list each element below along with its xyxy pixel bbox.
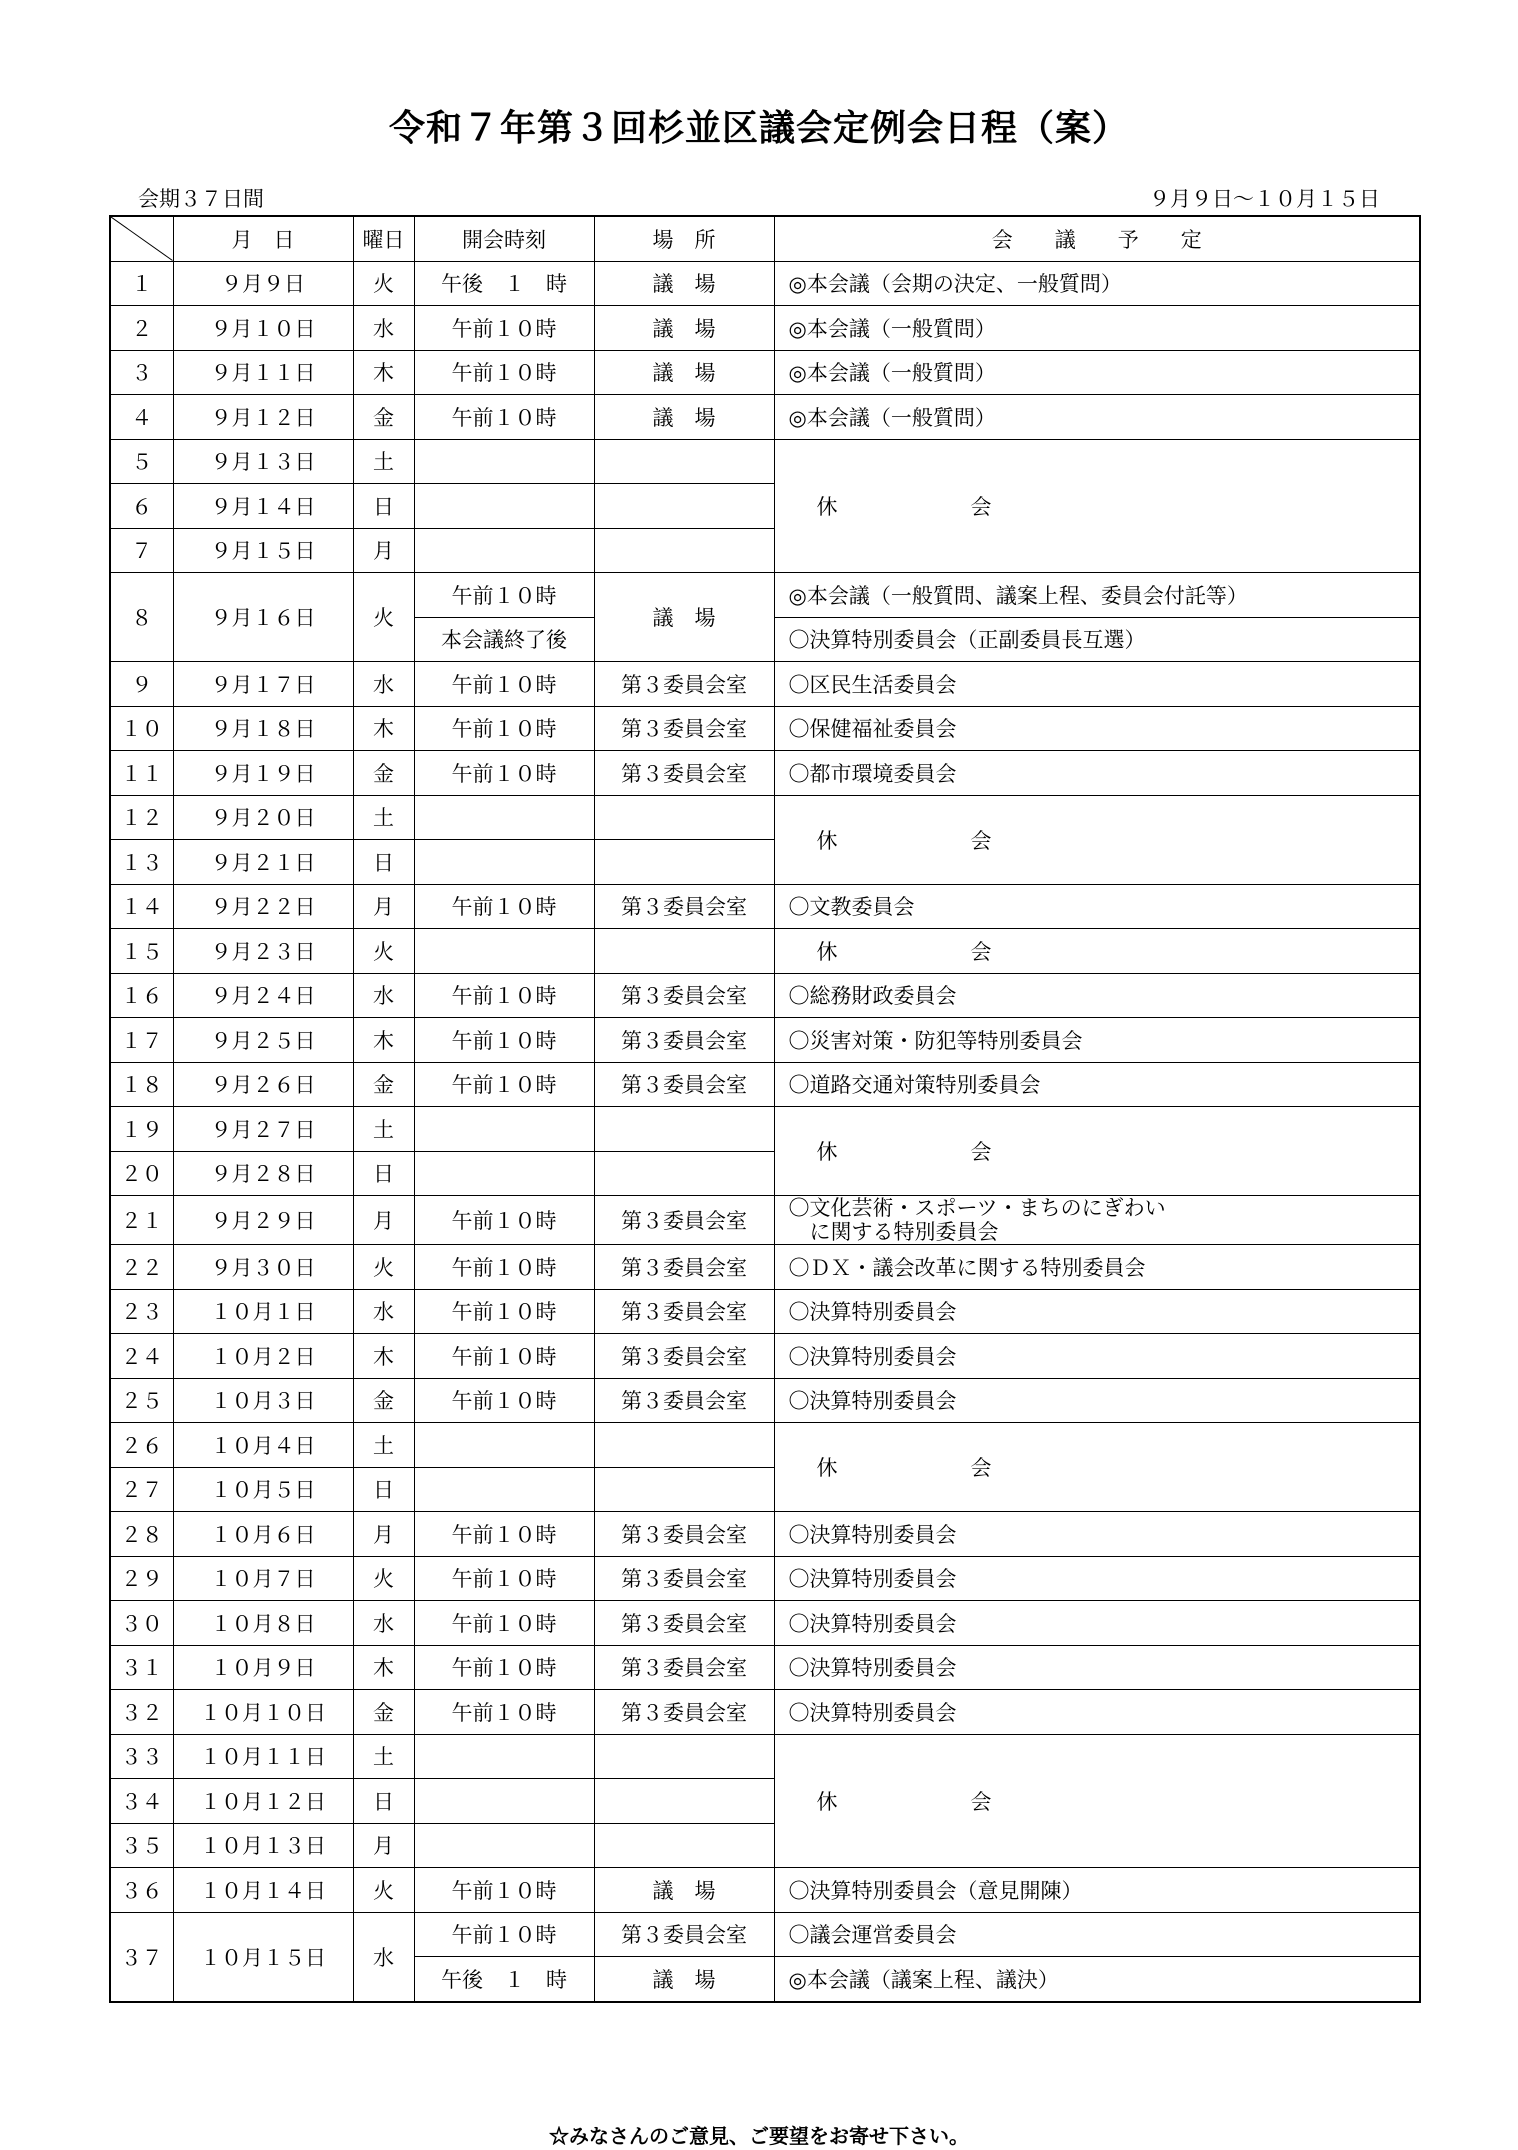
row-place: 第３委員会室 xyxy=(594,1556,774,1601)
row-place: 第３委員会室 xyxy=(594,1512,774,1557)
row-number: １７ xyxy=(110,1018,173,1063)
row-number: ３１ xyxy=(110,1645,173,1690)
rest-char: 休 xyxy=(816,1140,838,1164)
row-number: ２ xyxy=(110,306,173,351)
row-date: １０月５日 xyxy=(173,1467,353,1512)
row-weekday: 木 xyxy=(353,1018,414,1063)
table-row xyxy=(110,573,1420,618)
row-place: 第３委員会室 xyxy=(594,1289,774,1334)
table-row xyxy=(110,1289,1420,1334)
row-number: １２ xyxy=(110,795,173,840)
row-weekday: 水 xyxy=(353,662,414,707)
rest-label xyxy=(817,1136,992,1166)
row-place: 第３委員会室 xyxy=(594,973,774,1018)
row-date: ９月３０日 xyxy=(173,1245,353,1290)
row-weekday: 日 xyxy=(353,484,414,529)
row-date: ９月２７日 xyxy=(173,1107,353,1152)
row-time: 午前１０時 xyxy=(414,306,594,351)
row-plan: 〇災害対策・防犯等特別委員会 xyxy=(774,1018,1420,1063)
row-time: 午前１０時 xyxy=(414,1601,594,1646)
row-number: １３ xyxy=(110,840,173,885)
row-time-empty xyxy=(414,1734,594,1779)
table-header-row xyxy=(110,216,1420,261)
row-place: 第３委員会室 xyxy=(594,1912,774,1957)
table-row xyxy=(110,439,1420,484)
row-plan: 〇決算特別委員会 xyxy=(774,1512,1420,1557)
row-weekday: 金 xyxy=(353,751,414,796)
row-time: 午後 １ 時 xyxy=(414,261,594,306)
row-weekday: 火 xyxy=(353,1556,414,1601)
row-place: 議 場 xyxy=(594,573,774,662)
row-plan-line: 〇文化芸術・スポーツ・まちのにぎわい xyxy=(788,1196,1166,1220)
row-date: ９月１２日 xyxy=(173,395,353,440)
table-row xyxy=(110,1912,1420,1957)
row-place: 第３委員会室 xyxy=(594,1018,774,1063)
row-time-empty xyxy=(414,484,594,529)
row-number: ３ xyxy=(110,350,173,395)
row-plan: ◎本会議（一般質問、議案上程、委員会付託等） xyxy=(774,573,1420,618)
header-place: 場 所 xyxy=(594,216,774,261)
rest-cell xyxy=(774,795,1420,884)
rest-label xyxy=(817,1786,992,1816)
row-number: ２０ xyxy=(110,1151,173,1196)
schedule-table xyxy=(109,215,1421,2003)
row-place: 第３委員会室 xyxy=(594,751,774,796)
row-weekday: 金 xyxy=(353,1378,414,1423)
row-place: 議 場 xyxy=(594,306,774,351)
row-place-empty xyxy=(594,840,774,885)
row-place-empty xyxy=(594,1823,774,1868)
row-place: 第３委員会室 xyxy=(594,1196,774,1245)
row-weekday: 水 xyxy=(353,1289,414,1334)
table-row xyxy=(110,1601,1420,1646)
row-place: 第３委員会室 xyxy=(594,1245,774,1290)
row-plan: ◎本会議（一般質問） xyxy=(774,395,1420,440)
row-place: 第３委員会室 xyxy=(594,706,774,751)
row-plan: ◎本会議（一般質問） xyxy=(774,350,1420,395)
rest-cell xyxy=(774,439,1420,573)
row-date: ９月１８日 xyxy=(173,706,353,751)
row-weekday: 火 xyxy=(353,929,414,974)
row-number: ２７ xyxy=(110,1467,173,1512)
row-number: １ xyxy=(110,261,173,306)
row-plan: 〇決算特別委員会（正副委員長互選） xyxy=(774,617,1420,662)
row-plan: 〇決算特別委員会 xyxy=(774,1690,1420,1735)
row-plan: 〇決算特別委員会 xyxy=(774,1556,1420,1601)
rest-char: 休 xyxy=(816,494,838,519)
row-plan: 〇ＤＸ・議会改革に関する特別委員会 xyxy=(774,1245,1420,1290)
row-time: 午前１０時 xyxy=(414,706,594,751)
row-number: ２３ xyxy=(110,1289,173,1334)
row-time-empty xyxy=(414,1423,594,1468)
row-place: 議 場 xyxy=(594,350,774,395)
row-time: 午前１０時 xyxy=(414,1868,594,1913)
row-weekday: 火 xyxy=(353,573,414,662)
row-date: １０月１０日 xyxy=(173,1690,353,1735)
row-weekday: 水 xyxy=(353,306,414,351)
row-weekday: 日 xyxy=(353,1467,414,1512)
row-time: 午前１０時 xyxy=(414,1645,594,1690)
schedule-body xyxy=(110,261,1420,2002)
row-time: 午前１０時 xyxy=(414,751,594,796)
row-date: １０月８日 xyxy=(173,1601,353,1646)
row-date: ９月２８日 xyxy=(173,1151,353,1196)
row-weekday: 土 xyxy=(353,1107,414,1152)
table-row xyxy=(110,929,1420,974)
row-date: ９月９日 xyxy=(173,261,353,306)
row-weekday: 木 xyxy=(353,706,414,751)
session-length: 会期３７日間 xyxy=(138,187,264,211)
row-date: １０月１１日 xyxy=(173,1734,353,1779)
rest-label xyxy=(817,825,992,855)
row-weekday: 月 xyxy=(353,1823,414,1868)
row-date: ９月２４日 xyxy=(173,973,353,1018)
row-date: １０月１日 xyxy=(173,1289,353,1334)
row-plan: 〇文教委員会 xyxy=(774,884,1420,929)
row-number: １０ xyxy=(110,706,173,751)
row-date: ９月１９日 xyxy=(173,751,353,796)
row-plan: ◎本会議（一般質問） xyxy=(774,306,1420,351)
row-time: 午前１０時 xyxy=(414,350,594,395)
row-date: ９月１０日 xyxy=(173,306,353,351)
row-time: 本会議終了後 xyxy=(414,617,594,662)
table-row xyxy=(110,350,1420,395)
row-date: １０月４日 xyxy=(173,1423,353,1468)
row-plan: 〇決算特別委員会 xyxy=(774,1645,1420,1690)
rest-label xyxy=(817,936,992,966)
row-number: ３０ xyxy=(110,1601,173,1646)
row-number: ２９ xyxy=(110,1556,173,1601)
row-date: ９月２９日 xyxy=(173,1196,353,1245)
row-plan xyxy=(774,1196,1420,1245)
row-plan: 〇区民生活委員会 xyxy=(774,662,1420,707)
row-date: ９月１１日 xyxy=(173,350,353,395)
row-plan: 〇決算特別委員会 xyxy=(774,1378,1420,1423)
row-number: ２８ xyxy=(110,1512,173,1557)
table-row xyxy=(110,1334,1420,1379)
row-time-empty xyxy=(414,1151,594,1196)
row-date: １０月２日 xyxy=(173,1334,353,1379)
row-place: 第３委員会室 xyxy=(594,1378,774,1423)
table-row xyxy=(110,795,1420,840)
row-place-empty xyxy=(594,929,774,974)
row-weekday: 火 xyxy=(353,261,414,306)
row-weekday: 月 xyxy=(353,884,414,929)
row-number: ７ xyxy=(110,528,173,573)
row-weekday: 月 xyxy=(353,528,414,573)
header-time: 開会時刻 xyxy=(414,216,594,261)
row-date: １０月６日 xyxy=(173,1512,353,1557)
row-weekday: 月 xyxy=(353,1196,414,1245)
row-time: 午前１０時 xyxy=(414,395,594,440)
rest-label xyxy=(817,1452,992,1482)
row-time-empty xyxy=(414,1779,594,1824)
table-row xyxy=(110,751,1420,796)
row-place: 議 場 xyxy=(594,1957,774,2002)
row-number: １６ xyxy=(110,973,173,1018)
row-weekday: 月 xyxy=(353,1512,414,1557)
row-date: ９月２６日 xyxy=(173,1062,353,1107)
row-date: ９月１７日 xyxy=(173,662,353,707)
row-plan: 〇決算特別委員会（意見開陳） xyxy=(774,1868,1420,1913)
row-number: １９ xyxy=(110,1107,173,1152)
row-time-empty xyxy=(414,1823,594,1868)
row-number: ５ xyxy=(110,439,173,484)
row-time: 午前１０時 xyxy=(414,1062,594,1107)
row-time: 午前１０時 xyxy=(414,1196,594,1245)
row-place-empty xyxy=(594,484,774,529)
rest-char: 会 xyxy=(970,1140,992,1164)
row-time: 午前１０時 xyxy=(414,662,594,707)
row-weekday: 日 xyxy=(353,840,414,885)
row-time-empty xyxy=(414,795,594,840)
row-number: ６ xyxy=(110,484,173,529)
row-time: 午前１０時 xyxy=(414,1378,594,1423)
row-weekday: 木 xyxy=(353,1334,414,1379)
row-place-empty xyxy=(594,1423,774,1468)
row-time: 午前１０時 xyxy=(414,884,594,929)
table-row xyxy=(110,261,1420,306)
row-time-empty xyxy=(414,1467,594,1512)
row-number: １４ xyxy=(110,884,173,929)
row-weekday: 土 xyxy=(353,1423,414,1468)
row-number: ３６ xyxy=(110,1868,173,1913)
row-place-empty xyxy=(594,439,774,484)
row-time-empty xyxy=(414,929,594,974)
row-time: 午前１０時 xyxy=(414,1334,594,1379)
row-time: 午前１０時 xyxy=(414,973,594,1018)
row-time: 午前１０時 xyxy=(414,573,594,618)
row-plan: 〇総務財政委員会 xyxy=(774,973,1420,1018)
row-weekday: 火 xyxy=(353,1868,414,1913)
row-place-empty xyxy=(594,528,774,573)
row-number: ３２ xyxy=(110,1690,173,1735)
header-date: 月 日 xyxy=(173,216,353,261)
row-number: ３４ xyxy=(110,1779,173,1824)
row-date: ９月１３日 xyxy=(173,439,353,484)
row-plan: ◎本会議（議案上程、議決） xyxy=(774,1957,1420,2002)
row-plan: 〇都市環境委員会 xyxy=(774,751,1420,796)
row-date: １０月３日 xyxy=(173,1378,353,1423)
rest-char: 会 xyxy=(970,1456,992,1480)
row-place: 議 場 xyxy=(594,395,774,440)
row-weekday: 水 xyxy=(353,1912,414,2002)
rest-char: 会 xyxy=(970,939,992,964)
row-place: 議 場 xyxy=(594,1868,774,1913)
row-date: １０月１４日 xyxy=(173,1868,353,1913)
table-row xyxy=(110,884,1420,929)
table-row xyxy=(110,706,1420,751)
rest-cell xyxy=(774,1734,1420,1868)
row-weekday: 水 xyxy=(353,973,414,1018)
rest-char: 会 xyxy=(970,828,992,853)
row-date: １０月１２日 xyxy=(173,1779,353,1824)
table-row xyxy=(110,1107,1420,1152)
rest-char: 休 xyxy=(816,828,838,853)
row-time-empty xyxy=(414,1107,594,1152)
row-date: ９月１５日 xyxy=(173,528,353,573)
header-diagonal-cell xyxy=(110,216,173,261)
row-weekday: 水 xyxy=(353,1601,414,1646)
row-time: 午前１０時 xyxy=(414,1556,594,1601)
rest-char: 休 xyxy=(816,1789,838,1814)
row-date: ９月１４日 xyxy=(173,484,353,529)
row-number: １５ xyxy=(110,929,173,974)
row-time: 午前１０時 xyxy=(414,1245,594,1290)
row-number: ４ xyxy=(110,395,173,440)
rest-char: 休 xyxy=(816,1456,838,1480)
row-number: ２２ xyxy=(110,1245,173,1290)
row-date: ９月２０日 xyxy=(173,795,353,840)
row-plan-line: に関する特別委員会 xyxy=(788,1220,999,1244)
table-row xyxy=(110,1734,1420,1779)
row-plan: 〇議会運営委員会 xyxy=(774,1912,1420,1957)
table-row xyxy=(110,1018,1420,1063)
row-time: 午後 １ 時 xyxy=(414,1957,594,2002)
row-date: ９月２５日 xyxy=(173,1018,353,1063)
row-time-empty xyxy=(414,840,594,885)
table-row xyxy=(110,1196,1420,1245)
rest-char: 会 xyxy=(970,494,992,519)
row-number: ３５ xyxy=(110,1823,173,1868)
row-plan: 〇道路交通対策特別委員会 xyxy=(774,1062,1420,1107)
page-title: 令和７年第３回杉並区議会定例会日程（案） xyxy=(388,107,1129,149)
row-time: 午前１０時 xyxy=(414,1512,594,1557)
row-place: 議 場 xyxy=(594,261,774,306)
row-date: １０月１５日 xyxy=(173,1912,353,2002)
rest-cell xyxy=(774,1107,1420,1196)
row-place: 第３委員会室 xyxy=(594,1062,774,1107)
row-place: 第３委員会室 xyxy=(594,1690,774,1735)
row-time-empty xyxy=(414,439,594,484)
rest-char: 会 xyxy=(970,1789,992,1814)
header-plan: 会 議 予 定 xyxy=(774,216,1420,261)
row-time: 午前１０時 xyxy=(414,1018,594,1063)
row-plan: 〇保健福祉委員会 xyxy=(774,706,1420,751)
rest-cell xyxy=(774,929,1420,974)
row-date: １０月９日 xyxy=(173,1645,353,1690)
row-weekday: 日 xyxy=(353,1779,414,1824)
table-row xyxy=(110,1423,1420,1468)
row-date: ９月２２日 xyxy=(173,884,353,929)
row-plan: ◎本会議（会期の決定、一般質問） xyxy=(774,261,1420,306)
row-number: ２６ xyxy=(110,1423,173,1468)
row-date: ９月２３日 xyxy=(173,929,353,974)
row-number: ８ xyxy=(110,573,173,662)
row-weekday: 木 xyxy=(353,1645,414,1690)
header-weekday: 曜日 xyxy=(353,216,414,261)
row-number: ３３ xyxy=(110,1734,173,1779)
row-weekday: 金 xyxy=(353,1690,414,1735)
row-weekday: 木 xyxy=(353,350,414,395)
row-place-empty xyxy=(594,1734,774,1779)
row-time: 午前１０時 xyxy=(414,1912,594,1957)
row-date: １０月７日 xyxy=(173,1556,353,1601)
row-date: ９月１６日 xyxy=(173,573,353,662)
row-weekday: 火 xyxy=(353,1245,414,1290)
table-row xyxy=(110,1556,1420,1601)
row-number: ２５ xyxy=(110,1378,173,1423)
row-time: 午前１０時 xyxy=(414,1289,594,1334)
row-number: １１ xyxy=(110,751,173,796)
row-number: １８ xyxy=(110,1062,173,1107)
table-row xyxy=(110,306,1420,351)
table-row xyxy=(110,1378,1420,1423)
table-row xyxy=(110,1690,1420,1735)
row-number: ９ xyxy=(110,662,173,707)
table-row xyxy=(110,973,1420,1018)
table-row xyxy=(110,1512,1420,1557)
row-place: 第３委員会室 xyxy=(594,884,774,929)
row-weekday: 日 xyxy=(353,1151,414,1196)
session-period: ９月９日～１０月１５日 xyxy=(1149,187,1380,211)
table-row xyxy=(110,1062,1420,1107)
row-date: １０月１３日 xyxy=(173,1823,353,1868)
row-weekday: 土 xyxy=(353,439,414,484)
rest-cell xyxy=(774,1423,1420,1512)
table-row xyxy=(110,1245,1420,1290)
footer-note: ☆みなさんのご意見、ご要望をお寄せ下さい。 xyxy=(549,2124,969,2148)
table-row xyxy=(110,1645,1420,1690)
row-weekday: 金 xyxy=(353,1062,414,1107)
row-place-empty xyxy=(594,1467,774,1512)
rest-char: 休 xyxy=(816,939,838,964)
row-place: 第３委員会室 xyxy=(594,662,774,707)
table-row xyxy=(110,662,1420,707)
row-plan: 〇決算特別委員会 xyxy=(774,1334,1420,1379)
row-date: ９月２１日 xyxy=(173,840,353,885)
row-place: 第３委員会室 xyxy=(594,1645,774,1690)
row-place-empty xyxy=(594,1151,774,1196)
row-time-empty xyxy=(414,528,594,573)
row-place-empty xyxy=(594,795,774,840)
table-row xyxy=(110,1868,1420,1913)
row-number: ２１ xyxy=(110,1196,173,1245)
row-number: ２４ xyxy=(110,1334,173,1379)
row-plan: 〇決算特別委員会 xyxy=(774,1601,1420,1646)
row-place: 第３委員会室 xyxy=(594,1601,774,1646)
row-weekday: 土 xyxy=(353,795,414,840)
table-row xyxy=(110,395,1420,440)
row-number: ３７ xyxy=(110,1912,173,2002)
rest-label xyxy=(817,491,992,521)
row-weekday: 金 xyxy=(353,395,414,440)
row-place-empty xyxy=(594,1107,774,1152)
row-weekday: 土 xyxy=(353,1734,414,1779)
row-place-empty xyxy=(594,1779,774,1824)
row-place: 第３委員会室 xyxy=(594,1334,774,1379)
row-plan: 〇決算特別委員会 xyxy=(774,1289,1420,1334)
row-time: 午前１０時 xyxy=(414,1690,594,1735)
